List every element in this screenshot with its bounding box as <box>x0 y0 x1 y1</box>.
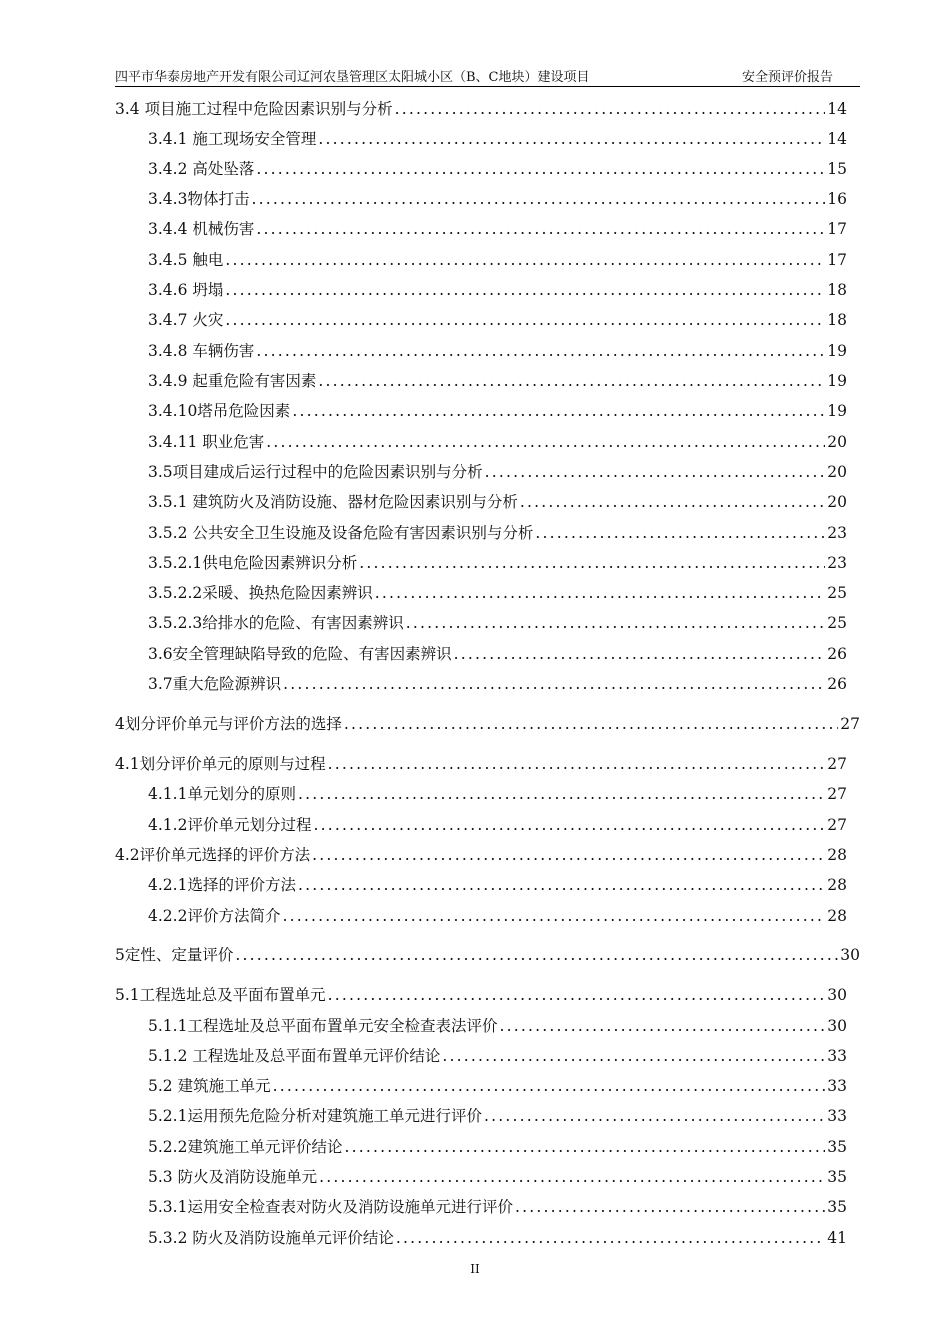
toc-dot-leader <box>298 782 825 806</box>
toc-entry-title: 5定性、定量评价 <box>115 946 234 964</box>
toc-dot-leader <box>359 551 825 575</box>
toc-entry[interactable] <box>148 611 847 635</box>
toc-page-number: 15 <box>827 160 847 178</box>
toc-dot-leader <box>298 873 825 897</box>
toc-entry[interactable] <box>115 843 847 867</box>
toc-entry-title: 4划分评价单元与评价方法的选择 <box>115 715 342 733</box>
toc-entry[interactable] <box>148 399 847 423</box>
toc-entry-title: 3.4.6 坍塌 <box>148 281 224 299</box>
header-project-title: 四平市华泰房地产开发有限公司辽河农垦管理区太阳城小区（B、C地块）建设项目 <box>115 70 590 85</box>
toc-entry[interactable] <box>148 187 847 211</box>
toc-entry[interactable] <box>148 521 847 545</box>
toc-entry[interactable] <box>148 1044 847 1068</box>
toc-dot-leader <box>442 1044 825 1068</box>
toc-page-number: 30 <box>827 1017 847 1035</box>
toc-page-number: 28 <box>827 846 847 864</box>
toc-dot-leader <box>499 1014 825 1038</box>
toc-entry[interactable] <box>148 430 847 454</box>
page-number: II <box>470 1262 480 1276</box>
toc-page-number: 35 <box>827 1168 847 1186</box>
toc-page-number: 26 <box>827 645 847 663</box>
toc-entry-title: 3.4.5 触电 <box>148 251 224 269</box>
toc-entry[interactable] <box>148 490 847 514</box>
toc-dot-leader <box>256 339 825 363</box>
toc-entry-title: 5.2 建筑施工单元 <box>148 1077 271 1095</box>
toc-entry-title: 3.5.2.2采暖、换热危险因素辨识 <box>148 584 373 602</box>
toc-dot-leader <box>256 157 825 181</box>
toc-entry[interactable] <box>148 1074 847 1098</box>
toc-entry-title: 3.4.4 机械伤害 <box>148 220 255 238</box>
toc-entry-title: 5.3.1运用安全检查表对防火及消防设施单元进行评价 <box>148 1198 513 1216</box>
toc-entry-title: 3.4.9 起重危险有害因素 <box>148 372 317 390</box>
toc-entry-title: 4.2.1选择的评价方法 <box>148 876 296 894</box>
toc-entry[interactable] <box>148 248 847 272</box>
toc-entry[interactable] <box>148 1165 847 1189</box>
toc-page-number: 19 <box>827 372 847 390</box>
header-report-title: 安全预评价报告 <box>742 70 834 85</box>
toc-entry-title: 5.3.2 防火及消防设施单元评价结论 <box>148 1229 394 1247</box>
toc-entry[interactable] <box>148 581 847 605</box>
toc-dot-leader <box>485 460 826 484</box>
toc-entry-title: 3.4.2 高处坠落 <box>148 160 255 178</box>
toc-dot-leader <box>313 813 825 837</box>
toc-entry-title: 3.7重大危险源辨识 <box>148 675 282 693</box>
toc-entry-title: 3.5.1 建筑防火及消防设施、器材危险因素识别与分析 <box>148 493 518 511</box>
toc-entry[interactable] <box>148 873 847 897</box>
toc-entry[interactable] <box>148 1135 847 1159</box>
toc-entry-title: 3.5项目建成后运行过程中的危险因素识别与分析 <box>148 463 483 481</box>
toc-dot-leader <box>328 752 826 776</box>
toc-entry-title: 3.4.8 车辆伤害 <box>148 342 255 360</box>
toc-dot-leader <box>319 1165 825 1189</box>
toc-page-number: 28 <box>827 876 847 894</box>
toc-page-number: 27 <box>827 816 847 834</box>
toc-dot-leader <box>251 187 825 211</box>
page-header <box>115 66 860 87</box>
toc-entry-title: 5.2.2建筑施工单元评价结论 <box>148 1138 343 1156</box>
toc-dot-leader <box>225 308 825 332</box>
toc-page-number: 25 <box>827 614 847 632</box>
toc-page-number: 17 <box>827 251 847 269</box>
toc-entry-title: 3.4.11 职业危害 <box>148 433 265 451</box>
toc-dot-leader <box>225 248 825 272</box>
toc-page-number: 28 <box>827 907 847 925</box>
toc-page-number: 27 <box>827 755 847 773</box>
toc-page-number: 25 <box>827 584 847 602</box>
toc-entry[interactable] <box>148 672 847 696</box>
toc-entry-title: 5.1.2 工程选址及总平面布置单元评价结论 <box>148 1047 441 1065</box>
toc-entry-title: 4.2评价单元选择的评价方法 <box>115 846 311 864</box>
toc-entry[interactable] <box>148 782 847 806</box>
toc-entry-title: 4.2.2评价方法简介 <box>148 907 281 925</box>
toc-entry[interactable] <box>115 983 847 1007</box>
toc-entry-title: 5.1工程选址总及平面布置单元 <box>115 986 326 1004</box>
toc-entry-title: 4.1.2评价单元划分过程 <box>148 816 312 834</box>
toc-page-number: 23 <box>827 554 847 572</box>
toc-entry-title: 3.4.3物体打击 <box>148 190 250 208</box>
toc-entry-title: 3.6安全管理缺陷导致的危险、有害因素辨识 <box>148 645 452 663</box>
toc-entry[interactable] <box>148 217 847 241</box>
toc-dot-leader <box>344 712 838 736</box>
toc-entry-title: 3.4.7 火灾 <box>148 311 224 329</box>
toc-page-number: 33 <box>827 1077 847 1095</box>
toc-entry[interactable] <box>148 642 847 666</box>
toc-entry-title: 3.5.2 公共安全卫生设施及设备危险有害因素识别与分析 <box>148 524 534 542</box>
toc-page-number: 30 <box>840 946 860 964</box>
toc-page-number: 33 <box>827 1107 847 1125</box>
toc-page-number: 27 <box>827 785 847 803</box>
toc-dot-leader <box>406 611 826 635</box>
toc-dot-leader <box>312 843 825 867</box>
toc-dot-leader <box>396 1226 825 1250</box>
toc-dot-leader <box>395 97 826 121</box>
toc-page-number: 17 <box>827 220 847 238</box>
toc-entry-title: 5.1.1工程选址及总平面布置单元安全检查表法评价 <box>148 1017 498 1035</box>
toc-dot-leader <box>318 369 825 393</box>
toc-entry-title: 5.2.1运用预先危险分析对建筑施工单元进行评价 <box>148 1107 482 1125</box>
toc-dot-leader <box>282 904 825 928</box>
toc-entry[interactable] <box>148 278 847 302</box>
toc-page-number: 14 <box>827 100 847 118</box>
toc-page-number: 26 <box>827 675 847 693</box>
toc-dot-leader <box>344 1135 825 1159</box>
toc-entry-title: 3.5.2.1供电危险因素辨识分析 <box>148 554 358 572</box>
toc-entry-title: 3.4 项目施工过程中危险因素识别与分析 <box>115 100 393 118</box>
toc-entry[interactable] <box>115 712 860 736</box>
toc-entry[interactable] <box>148 813 847 837</box>
toc-dot-leader <box>520 490 825 514</box>
toc-entry[interactable] <box>148 904 847 928</box>
toc-entry[interactable] <box>148 157 847 181</box>
toc-dot-leader <box>375 581 826 605</box>
toc-page-number: 27 <box>840 715 860 733</box>
toc-entry[interactable] <box>148 1226 847 1250</box>
toc-dot-leader <box>318 127 825 151</box>
toc-page-number: 33 <box>827 1047 847 1065</box>
toc-page-number: 20 <box>827 493 847 511</box>
toc-entry-title: 4.1.1单元划分的原则 <box>148 785 296 803</box>
toc-dot-leader <box>535 521 825 545</box>
toc-dot-leader <box>515 1195 825 1219</box>
toc-dot-leader <box>328 983 826 1007</box>
toc-dot-leader <box>225 278 825 302</box>
toc-dot-leader <box>256 217 825 241</box>
toc-dot-leader <box>266 430 825 454</box>
toc-entry[interactable] <box>148 369 847 393</box>
toc-dot-leader <box>292 399 825 423</box>
toc-page-number: 35 <box>827 1138 847 1156</box>
toc-dot-leader <box>283 672 825 696</box>
toc-entry-title: 3.4.10塔吊危险因素 <box>148 402 291 420</box>
toc-page-number: 18 <box>827 311 847 329</box>
toc-entry-title: 3.5.2.3给排水的危险、有害因素辨识 <box>148 614 404 632</box>
toc-entry[interactable] <box>148 127 847 151</box>
toc-entry[interactable] <box>148 339 847 363</box>
toc-entry-title: 5.3 防火及消防设施单元 <box>148 1168 318 1186</box>
toc-page-number: 20 <box>827 463 847 481</box>
toc-page-number: 23 <box>827 524 847 542</box>
toc-dot-leader <box>273 1074 826 1098</box>
toc-entry[interactable] <box>115 943 860 967</box>
toc-dot-leader <box>454 642 826 666</box>
toc-entry[interactable] <box>115 752 847 776</box>
toc-entry[interactable] <box>148 1014 847 1038</box>
toc-entry[interactable] <box>148 308 847 332</box>
toc-dot-leader <box>235 943 838 967</box>
toc-entry-title: 4.1划分评价单元的原则与过程 <box>115 755 326 773</box>
toc-page-number: 19 <box>827 342 847 360</box>
toc-page-number: 18 <box>827 281 847 299</box>
toc-entry[interactable] <box>148 551 847 575</box>
toc-entry[interactable] <box>148 1195 847 1219</box>
toc-page-number: 35 <box>827 1198 847 1216</box>
toc-entry[interactable] <box>148 460 847 484</box>
toc-entry[interactable] <box>115 97 847 121</box>
toc-page-number: 19 <box>827 402 847 420</box>
toc-page-number: 30 <box>827 986 847 1004</box>
toc-entry[interactable] <box>148 1104 847 1128</box>
toc-page-number: 16 <box>827 190 847 208</box>
toc-page-number: 14 <box>827 130 847 148</box>
toc-entry-title: 3.4.1 施工现场安全管理 <box>148 130 317 148</box>
toc-page-number: 41 <box>827 1229 847 1247</box>
toc-dot-leader <box>484 1104 825 1128</box>
toc-page-number: 20 <box>827 433 847 451</box>
